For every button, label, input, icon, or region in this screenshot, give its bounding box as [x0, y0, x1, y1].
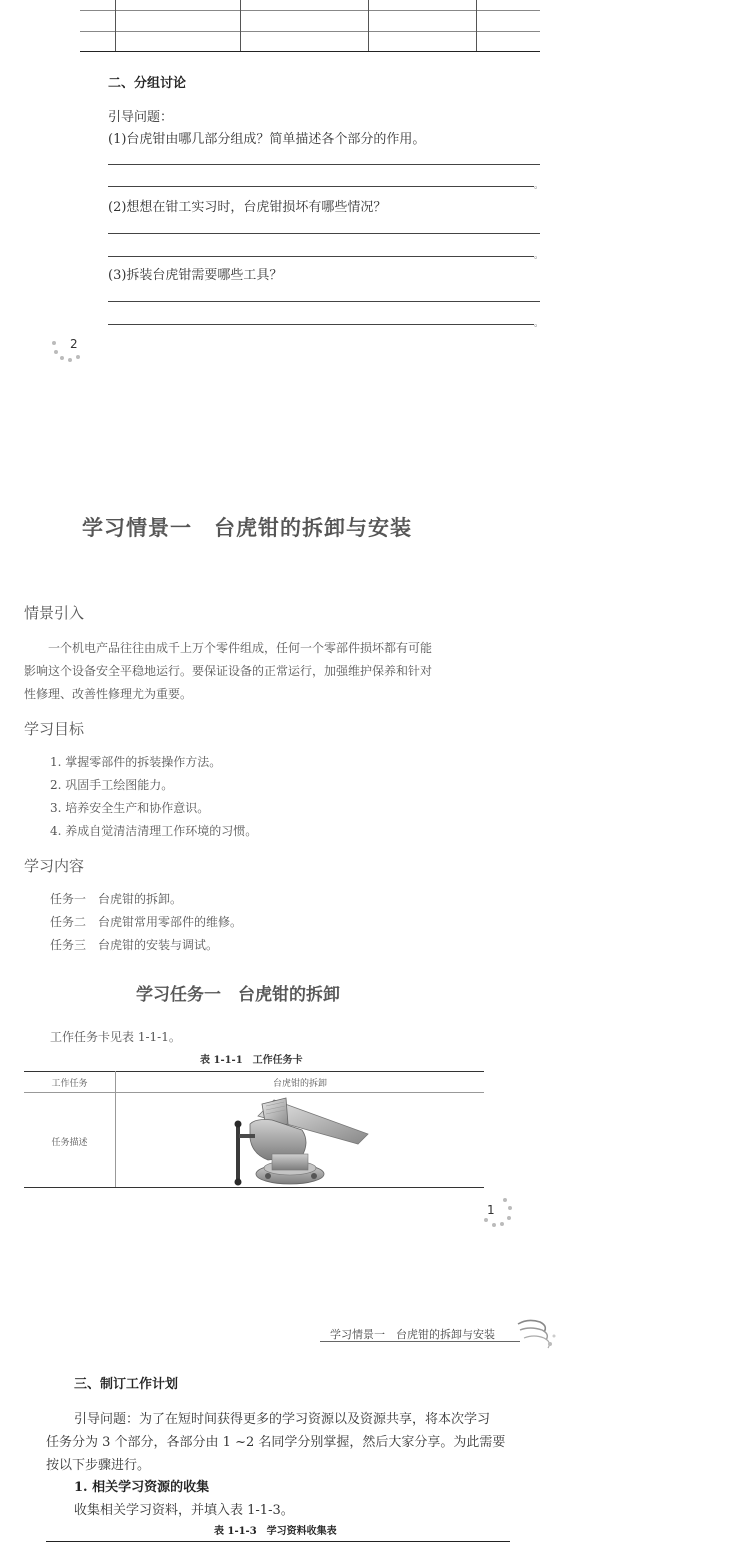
question-3: (3)拆装台虎钳需要哪些工具？	[108, 268, 283, 283]
running-header-ornament-icon	[514, 1316, 556, 1352]
answer-line	[108, 256, 534, 257]
answer-line	[108, 324, 534, 325]
answer-line	[108, 301, 540, 302]
table-cell-label: 工作任务	[51, 1079, 88, 1089]
chapter-title: 学习情景一 台虎钳的拆卸与安装	[82, 516, 412, 540]
intro-line: 一个机电产品往往由成千上万个零件组成，任何一个零部件损坏都有可能	[48, 641, 433, 655]
goal-item: 4. 养成自觉清洁清理工作环境的习惯。	[50, 824, 258, 838]
content-item: 任务二 台虎钳常用零部件的维修。	[50, 915, 243, 929]
section-title-group-discussion: 二、分组讨论	[108, 76, 187, 91]
table-caption: 表 1-1-3 学习资料收集表	[214, 1526, 337, 1537]
page-number: 1	[487, 1203, 495, 1217]
content-item: 任务三 台虎钳的安装与调试。	[50, 938, 219, 952]
question-2: (2)想想在钳工实习时，台虎钳损坏有哪些情况？	[108, 200, 387, 215]
task-title: 学习任务一 台虎钳的拆卸	[136, 985, 340, 1005]
question-1: (1)台虎钳由哪几部分组成？简单描述各个部分的作用。	[108, 132, 426, 147]
answer-line	[108, 164, 540, 165]
content-item: 任务一 台虎钳的拆卸。	[50, 892, 183, 906]
goal-item: 2. 巩固手工绘图能力。	[50, 778, 174, 792]
section-title-work-plan: 三、制订工作计划	[74, 1377, 179, 1392]
guide-label: 引导问题：	[108, 110, 174, 125]
collect-text: 收集相关学习资料，并填入表 1-1-3。	[74, 1503, 294, 1518]
goals-heading: 学习目标	[24, 720, 85, 738]
answer-line	[108, 233, 540, 234]
table-cell-value: 台虎钳的拆卸	[272, 1079, 327, 1089]
goal-item: 1. 掌握零部件的拆装操作方法。	[50, 755, 222, 769]
guide-line: 任务分为 3 个部分，各部分由 1 ~2 名同学分别掌握，然后大家分享。为此需要	[46, 1435, 506, 1450]
table-top-rule	[46, 1541, 510, 1542]
end-mark: 。	[534, 319, 544, 329]
bench-vise-photo-icon	[228, 1094, 370, 1188]
subheading-resource-collection: 1. 相关学习资源的收集	[74, 1480, 210, 1495]
running-header-rule	[320, 1341, 520, 1342]
intro-line: 影响这个设备安全平稳地运行。要保证设备的正常运行，加强维护保养和针对	[24, 664, 433, 678]
guide-line: 引导问题：为了在短时间获得更多的学习资源以及资源共享，将本次学习	[74, 1412, 491, 1427]
end-mark: 。	[534, 251, 544, 261]
content-heading: 学习内容	[24, 857, 85, 875]
guide-line: 按以下步骤进行。	[46, 1458, 151, 1473]
page-number: 2	[70, 337, 78, 351]
answer-line	[108, 186, 534, 187]
end-mark: 。	[534, 181, 544, 191]
goal-item: 3. 培养安全生产和协作意识。	[50, 801, 210, 815]
intro-heading: 情景引入	[24, 604, 85, 622]
intro-line: 性修理、改善性修理尤为重要。	[24, 687, 193, 701]
table-cell-label: 任务描述	[51, 1138, 88, 1148]
table-caption: 表 1-1-1 工作任务卡	[200, 1055, 303, 1066]
running-header: 学习情景一 台虎钳的拆卸与安装	[330, 1328, 495, 1341]
task-card-text: 工作任务卡见表 1-1-1。	[50, 1030, 181, 1044]
